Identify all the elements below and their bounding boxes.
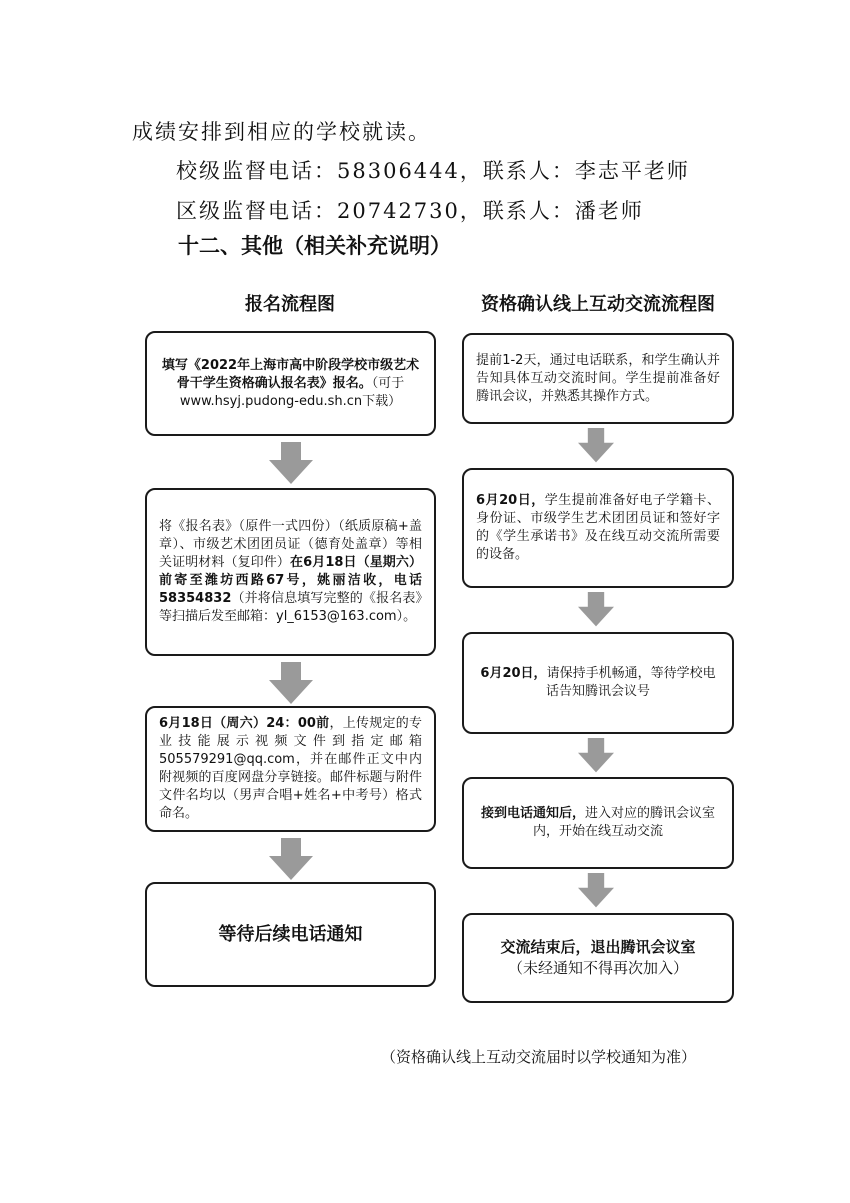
- left-step-1-text: （可于www.hsyj.pudong-edu.sh.cn下载）: [179, 375, 405, 409]
- down-arrow-icon: [269, 662, 313, 706]
- left-step-2-text-a: 将《报名表》（原件一式四份）（纸质原稿+盖章）、市级艺术团团员证（德育处盖章）等相关证明材料（复印件）: [159, 519, 422, 570]
- footer-note: （资格确认线上互动交流届时以学校通知为准）: [381, 1048, 697, 1066]
- left-flow-title: 报名流程图: [245, 294, 335, 315]
- district-supervision-phone: 区级监督电话：20742730，联系人：潘老师: [176, 199, 644, 223]
- left-step-3-text: ，上传规定的专业技能展示视频文件到指定邮箱505579291@qq.com，并在邮件正文中内附视频的百度网盘分享链接。邮件标题与附件文件名均以（男声合唱+姓名+中考号）格式命名。: [159, 716, 422, 821]
- right-step-4-text: 进入对应的腾讯会议室内，开始在线互动交流: [532, 806, 716, 839]
- section-heading: 十二、其他（相关补充说明）: [178, 234, 451, 258]
- left-step-3-bold: 6月18日（周六）24：00前: [159, 716, 330, 731]
- left-step-1-bold: 填写《2022年上海市高中阶段学校市级艺术骨干学生资格确认报名表》报名。: [161, 357, 420, 391]
- left-step-4: [145, 882, 436, 987]
- left-step-4-text: 等待后续电话通知: [218, 923, 363, 945]
- right-step-2: [462, 468, 734, 588]
- left-step-2-text-b: （并将信息填写完整的《报名表》等扫描后发至邮箱：yl_6153@163.com）。: [159, 591, 422, 624]
- right-step-5-bold: 交流结束后，退出腾讯会议室: [500, 938, 696, 956]
- left-step-2: [145, 488, 436, 656]
- right-step-4: [462, 777, 734, 869]
- down-arrow-icon: [576, 428, 616, 464]
- down-arrow-icon: [269, 442, 313, 486]
- down-arrow-icon: [269, 838, 313, 882]
- school-supervision-phone: 校级监督电话：58306444，联系人：李志平老师: [176, 159, 690, 183]
- right-step-3-bold: 6月20日，: [480, 666, 547, 681]
- down-arrow-icon: [576, 592, 616, 628]
- right-step-1: [462, 333, 734, 424]
- right-flow-title: 资格确认线上互动交流流程图: [481, 294, 715, 315]
- down-arrow-icon: [576, 873, 616, 909]
- right-step-3-text: 请保持手机畅通，等待学校电话告知腾讯会议号: [545, 666, 716, 699]
- right-step-2-bold: 6月20日，: [476, 493, 545, 508]
- right-step-5-text: （未经通知不得再次加入）: [507, 959, 688, 977]
- right-step-2-text: 学生提前准备好电子学籍卡、身份证、市级学生艺术团团员证和签好字的《学生承诺书》及在线互动交流所需要的设备。: [476, 493, 720, 562]
- right-step-1-text: 提前1-2天，通过电话联系，和学生确认并告知具体互动交流时间。学生提前准备好腾讯会议，并熟悉其操作方式。: [476, 352, 720, 404]
- left-step-2-bold: 在6月18日（星期六）前寄至潍坊西路67号，姚丽洁收，电话58354832: [159, 555, 422, 606]
- right-step-4-bold: 接到电话通知后，: [480, 806, 585, 821]
- text-line-1: 成绩安排到相应的学校就读。: [132, 120, 431, 144]
- left-step-1: [145, 331, 436, 436]
- down-arrow-icon: [576, 738, 616, 774]
- right-step-5: [462, 913, 734, 1003]
- left-step-3: [145, 706, 436, 832]
- right-step-3: [462, 632, 734, 734]
